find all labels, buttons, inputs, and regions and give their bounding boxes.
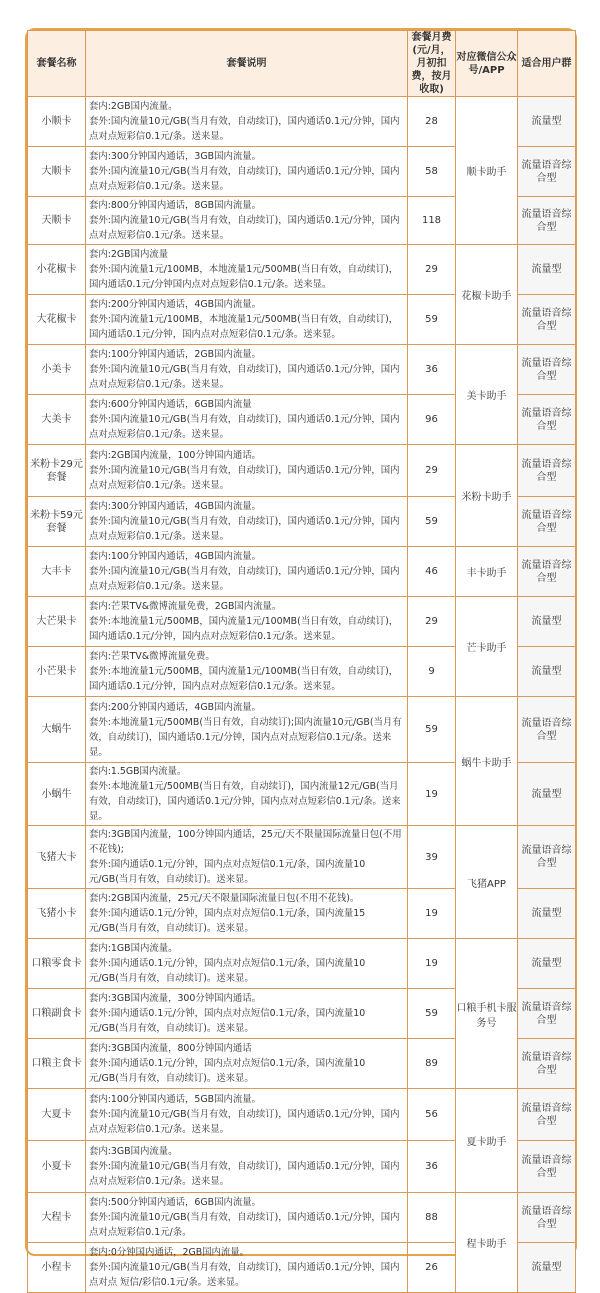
plan-fee-cell: 9 bbox=[408, 647, 456, 697]
app-cell: 花椒卡助手 bbox=[456, 245, 518, 345]
plan-name-cell: 飞猪小卡 bbox=[28, 889, 86, 939]
plan-desc-line: 套内:200分钟国内通话，4GB国内流量。 bbox=[89, 701, 261, 713]
plan-desc-cell bbox=[86, 1141, 408, 1193]
plan-desc-line: 套内:0分钟国内通话，2GB国内流量。 bbox=[89, 1247, 250, 1258]
user-group-cell: 流量语音综合型 bbox=[518, 1141, 576, 1193]
plan-desc-line: 套外:国内流量10元/GB(当月有效，自动续订)，国内通话0.1元/分钟，国内点对点 短信/彩信0.1元/条。送来显。 bbox=[89, 1262, 400, 1288]
plan-fee-cell: 29 bbox=[408, 245, 456, 295]
plan-name-cell: 大花椒卡 bbox=[28, 295, 86, 345]
plan-name-cell: 飞猪大卡 bbox=[28, 826, 86, 889]
table-row bbox=[28, 547, 576, 597]
plan-desc-cell bbox=[86, 245, 408, 295]
table-row bbox=[28, 826, 576, 889]
plan-desc-cell bbox=[86, 697, 408, 763]
plan-desc-cell bbox=[86, 1243, 408, 1293]
plan-desc-cell bbox=[86, 989, 408, 1039]
plan-fee-cell: 59 bbox=[408, 697, 456, 763]
plan-desc-line: 套内:2GB国内流量。 bbox=[89, 101, 178, 112]
plan-fee-cell: 36 bbox=[408, 1141, 456, 1193]
plan-fee-cell: 88 bbox=[408, 1193, 456, 1243]
user-group-cell: 流量语音综合型 bbox=[518, 697, 576, 763]
plan-fee-cell: 29 bbox=[408, 445, 456, 497]
plan-fee-cell: 56 bbox=[408, 1089, 456, 1141]
plan-desc-line: 套内:3GB国内流量。 bbox=[89, 1146, 178, 1157]
plan-desc-line: 套外:国内通话0.1元/分钟，国内点对点短信0.1元/条，国内流量10元/GB(当月有效，自动续订)。送来显。 bbox=[89, 1008, 366, 1034]
user-group-cell: 流量语音综合型 bbox=[518, 1039, 576, 1089]
plan-desc-cell bbox=[86, 97, 408, 147]
plan-name-cell: 小芒果卡 bbox=[28, 647, 86, 697]
user-group-cell: 流量型 bbox=[518, 245, 576, 295]
plan-desc-line: 套内:3GB国内流量，300分钟国内通话。 bbox=[89, 993, 261, 1004]
plan-fee-cell: 29 bbox=[408, 597, 456, 647]
plan-desc-line: 套内:300分钟国内通话，4GB国内流量。 bbox=[89, 501, 261, 512]
plan-desc-line: 套内:800分钟国内通话，8GB国内流量。 bbox=[89, 200, 261, 211]
plan-desc-line: 套外:国内流量10元/GB(当月有效，自动续订)，国内通话0.1元/分钟，国内点对点短彩信0.1元/条。送来显。 bbox=[89, 414, 400, 440]
user-group-cell: 流量语音综合型 bbox=[518, 989, 576, 1039]
app-cell: 米粉卡助手 bbox=[456, 445, 518, 547]
plan-name-cell: 大美卡 bbox=[28, 395, 86, 445]
plan-desc-cell bbox=[86, 197, 408, 245]
plan-fee-cell: 59 bbox=[408, 497, 456, 547]
plan-desc-line: 套内:3GB国内流量，800分钟国内通话 bbox=[89, 1043, 252, 1054]
plan-desc-line: 套内:200分钟国内通话，4GB国内流量。 bbox=[89, 299, 261, 310]
plan-table-frame bbox=[25, 28, 577, 1288]
user-group-cell: 流量语音综合型 bbox=[518, 197, 576, 245]
user-group-cell: 流量语音综合型 bbox=[518, 547, 576, 597]
header-monthly-fee: 套餐月费(元/月，月初扣费，按月收取) bbox=[408, 31, 456, 97]
plan-desc-line: 套外:国内流量10元/GB(当月有效，自动续订)，国内通话0.1元/分钟，国内点对点短彩信0.1元/条。送来显。 bbox=[89, 566, 400, 592]
plan-name-cell: 大程卡 bbox=[28, 1193, 86, 1243]
plan-table bbox=[27, 30, 576, 1293]
plan-desc-line: 套外:国内流量10元/GB(当月有效，自动续订)，国内通话0.1元/分钟，国内点对点短彩信0.1元/条。送来显。 bbox=[89, 1109, 400, 1135]
plan-desc-cell bbox=[86, 497, 408, 547]
user-group-cell: 流量型 bbox=[518, 763, 576, 826]
user-group-cell: 流量语音综合型 bbox=[518, 1193, 576, 1243]
plan-desc-line: 套外:国内流量1元/100MB，本地流量1元/500MB(当日有效，自动续订)，国内通话0.1元/分钟国内点对点短彩信0.1元/条。送来显。 bbox=[89, 264, 399, 290]
plan-desc-cell bbox=[86, 295, 408, 345]
plan-name-cell: 小蜗牛 bbox=[28, 763, 86, 826]
plan-name-cell: 小程卡 bbox=[28, 1243, 86, 1293]
plan-desc-cell bbox=[86, 395, 408, 445]
plan-name-cell: 大丰卡 bbox=[28, 547, 86, 597]
table-row bbox=[28, 97, 576, 147]
header-app: 对应微信公众号/APP bbox=[456, 31, 518, 97]
plan-desc-line: 套外:国内流量1元/100MB，本地流量1元/500MB(当日有效，自动续订)，国内通话0.1元/分钟，国内点对点短彩信0.1元/条。送来显。 bbox=[89, 314, 399, 340]
plan-desc-line: 套外:国内流量10元/GB(当月有效，自动续订)，国内通话0.1元/分钟，国内点对点短彩信0.1元/条。送来显。 bbox=[89, 116, 400, 142]
user-group-cell: 流量型 bbox=[518, 647, 576, 697]
plan-desc-cell bbox=[86, 445, 408, 497]
plan-desc-line: 套内:芒果TV&微博流量免费，2GB国内流量。 bbox=[89, 601, 282, 612]
plan-fee-cell: 89 bbox=[408, 1039, 456, 1089]
plan-desc-line: 套外:本地流量1元/500MB(当日有效，自动续订)，国内流量12元/GB(当月有效，自动续订)，国内通话0.1元/分钟，国内点对点短彩信0.1元/条。送来显。 bbox=[89, 781, 401, 822]
plan-desc-line: 套外:国内流量10元/GB(当月有效，自动续订)，国内通话0.1元/分钟，国内点对点短彩信0.1元/条。送来显。 bbox=[89, 1161, 400, 1187]
table-row bbox=[28, 697, 576, 763]
user-group-cell: 流量型 bbox=[518, 889, 576, 939]
plan-fee-cell: 19 bbox=[408, 939, 456, 989]
app-cell: 丰卡助手 bbox=[456, 547, 518, 597]
header-user-group: 适合用户群 bbox=[518, 31, 576, 97]
plan-desc-cell bbox=[86, 647, 408, 697]
plan-desc-line: 套外:国内通话0.1元/分钟，国内点对点短信0.1元/条，国内流量10元/GB(当月有效，自动续订)。送来显。 bbox=[89, 958, 366, 984]
user-group-cell: 流量语音综合型 bbox=[518, 295, 576, 345]
table-body bbox=[28, 97, 576, 1293]
plan-desc-line: 套外:国内通话0.1元/分钟，国内点对点短信0.1元/条，国内流量15元/GB(当月有效，自动续订)。送来显。 bbox=[89, 908, 366, 934]
plan-name-cell: 小夏卡 bbox=[28, 1141, 86, 1193]
plan-desc-line: 套外:国内通话0.1元/分钟，国内点对点短信0.1元/条，国内流量10元/GB(当月有效，自动续订)。送来显。 bbox=[89, 859, 366, 885]
app-cell: 口粮手机卡服务号 bbox=[456, 939, 518, 1089]
header-plan-desc: 套餐说明 bbox=[86, 31, 408, 97]
plan-name-cell: 米粉卡59元套餐 bbox=[28, 497, 86, 547]
plan-desc-line: 套外:本地流量1元/500MB，国内流量1元/100MB(当日有效，自动续订)，国内通话0.1元/分钟，国内点对点短彩信0.1元/条。送来显。 bbox=[89, 616, 399, 642]
plan-desc-line: 套外:国内流量10元/GB(当月有效，自动续订)，国内通话0.1元/分钟，国内点对点短彩信0.1元/条。送来显。 bbox=[89, 166, 400, 192]
user-group-cell: 流量语音综合型 bbox=[518, 345, 576, 395]
plan-fee-cell: 26 bbox=[408, 1243, 456, 1293]
plan-desc-line: 套内:100分钟国内通话，5GB国内流量。 bbox=[89, 1094, 261, 1105]
plan-desc-line: 套内:100分钟国内通话，2GB国内流量。 bbox=[89, 349, 261, 360]
plan-fee-cell: 96 bbox=[408, 395, 456, 445]
plan-desc-line: 套内:1GB国内流量。 bbox=[89, 943, 178, 954]
table-row bbox=[28, 1089, 576, 1141]
plan-desc-line: 套外:国内流量10元/GB(当月有效，自动续订)，国内通话0.1元/分钟，国内点对点短彩信0.1元/条。送来显。 bbox=[89, 465, 400, 491]
plan-desc-line: 套外:国内流量10元/GB(当月有效，自动续订)，国内通话0.1元/分钟，国内点对点短彩信0.1元/条。送来显。 bbox=[89, 364, 400, 390]
plan-desc-line: 套内:1.5GB国内流量。 bbox=[89, 766, 187, 777]
plan-desc-line: 套内:2GB国内流量，100分钟国内通话。 bbox=[89, 450, 261, 461]
plan-desc-cell bbox=[86, 763, 408, 826]
user-group-cell: 流量语音综合型 bbox=[518, 826, 576, 889]
plan-desc-cell bbox=[86, 939, 408, 989]
table-row bbox=[28, 939, 576, 989]
plan-name-cell: 口粮零食卡 bbox=[28, 939, 86, 989]
user-group-cell: 流量型 bbox=[518, 597, 576, 647]
app-cell: 蜗牛卡助手 bbox=[456, 697, 518, 826]
plan-fee-cell: 118 bbox=[408, 197, 456, 245]
plan-desc-cell bbox=[86, 889, 408, 939]
user-group-cell: 流量语音综合型 bbox=[518, 1089, 576, 1141]
plan-desc-line: 套外:本地流量1元/500MB(当日有效，自动续订);国内流量10元/GB(当月有效，自动续订)，国内通话0.1元/分钟，国内点对点短彩信0.1元/条。送来显。 bbox=[89, 716, 402, 758]
user-group-cell: 流量语音综合型 bbox=[518, 147, 576, 197]
plan-fee-cell: 19 bbox=[408, 889, 456, 939]
user-group-cell: 流量语音综合型 bbox=[518, 497, 576, 547]
app-cell: 程卡助手 bbox=[456, 1193, 518, 1293]
table-row bbox=[28, 445, 576, 497]
plan-fee-cell: 59 bbox=[408, 989, 456, 1039]
plan-desc-line: 套内:2GB国内流量，25元/天不限量国际流量日包(不用不花钱)。 bbox=[89, 893, 360, 904]
plan-desc-line: 套内:300分钟国内通话，3GB国内流量。 bbox=[89, 151, 261, 162]
table-row bbox=[28, 345, 576, 395]
plan-desc-line: 套外:国内通话0.1元/分钟，国内点对点短信0.1元/条，国内流量10元/GB(当月有效，自动续订)。送来显。 bbox=[89, 1058, 366, 1084]
plan-desc-line: 套内:600分钟国内通话，6GB国内流量 bbox=[89, 399, 252, 410]
plan-name-cell: 大蜗牛 bbox=[28, 697, 86, 763]
app-cell: 芒卡助手 bbox=[456, 597, 518, 697]
app-cell: 顺卡助手 bbox=[456, 97, 518, 245]
plan-desc-cell bbox=[86, 1089, 408, 1141]
user-group-cell: 流量型 bbox=[518, 1243, 576, 1293]
plan-desc-line: 套外:国内流量10元/GB(当月有效，自动续订)，国内通话0.1元/分钟，国内点对点短彩信0.1元/条。送来显。 bbox=[89, 516, 400, 542]
plan-desc-line: 套内:2GB国内流量 bbox=[89, 249, 169, 260]
plan-name-cell: 大芒果卡 bbox=[28, 597, 86, 647]
app-cell: 美卡助手 bbox=[456, 345, 518, 445]
plan-name-cell: 天顺卡 bbox=[28, 197, 86, 245]
plan-fee-cell: 28 bbox=[408, 97, 456, 147]
table-header-row bbox=[28, 31, 576, 97]
plan-desc-line: 套内:芒果TV&微博流量免费。 bbox=[89, 651, 215, 662]
plan-desc-line: 套外:本地流量1元/500MB，国内流量1元/100MB(当日有效，自动续订)，国内通话0.1元/分钟，国内点对点短彩信0.1元/条。送来显。 bbox=[89, 666, 399, 692]
user-group-cell: 流量语音综合型 bbox=[518, 395, 576, 445]
plan-desc-cell bbox=[86, 547, 408, 597]
plan-fee-cell: 59 bbox=[408, 295, 456, 345]
app-cell: 飞猪APP bbox=[456, 826, 518, 939]
user-group-cell: 流量型 bbox=[518, 939, 576, 989]
plan-desc-line: 套内:3GB国内流量，100分钟国内通话，25元/天不限量国际流量日包(不用不花钱); bbox=[89, 829, 402, 855]
plan-fee-cell: 46 bbox=[408, 547, 456, 597]
plan-name-cell: 大夏卡 bbox=[28, 1089, 86, 1141]
plan-desc-line: 套外:国内流量10元/GB(当月有效，自动续订)，国内通话0.1元/分钟，国内点对点短彩信0.1元/条。 bbox=[89, 1212, 400, 1238]
plan-desc-cell bbox=[86, 597, 408, 647]
table-row bbox=[28, 597, 576, 647]
plan-fee-cell: 36 bbox=[408, 345, 456, 395]
plan-desc-line: 套内:100分钟国内通话，4GB国内流量。 bbox=[89, 551, 261, 562]
plan-desc-line: 套内:500分钟国内通话，6GB国内流量。 bbox=[89, 1197, 261, 1208]
plan-name-cell: 口粮主食卡 bbox=[28, 1039, 86, 1089]
plan-name-cell: 小花椒卡 bbox=[28, 245, 86, 295]
plan-desc-line: 套外:国内流量10元/GB(当月有效，自动续订)，国内通话0.1元/分钟，国内点对点短彩信0.1元/条。送来显。 bbox=[89, 215, 400, 241]
plan-name-cell: 小美卡 bbox=[28, 345, 86, 395]
plan-desc-cell bbox=[86, 826, 408, 889]
plan-desc-cell bbox=[86, 345, 408, 395]
user-group-cell: 流量语音综合型 bbox=[518, 445, 576, 497]
plan-desc-cell bbox=[86, 1193, 408, 1243]
plan-fee-cell: 58 bbox=[408, 147, 456, 197]
table-row bbox=[28, 1193, 576, 1243]
plan-name-cell: 米粉卡29元套餐 bbox=[28, 445, 86, 497]
plan-name-cell: 小顺卡 bbox=[28, 97, 86, 147]
plan-name-cell: 大顺卡 bbox=[28, 147, 86, 197]
plan-desc-cell bbox=[86, 147, 408, 197]
plan-fee-cell: 39 bbox=[408, 826, 456, 889]
plan-desc-cell bbox=[86, 1039, 408, 1089]
plan-fee-cell: 19 bbox=[408, 763, 456, 826]
app-cell: 夏卡助手 bbox=[456, 1089, 518, 1193]
user-group-cell: 流量型 bbox=[518, 97, 576, 147]
header-plan-name: 套餐名称 bbox=[28, 31, 86, 97]
plan-name-cell: 口粮副食卡 bbox=[28, 989, 86, 1039]
table-row bbox=[28, 245, 576, 295]
